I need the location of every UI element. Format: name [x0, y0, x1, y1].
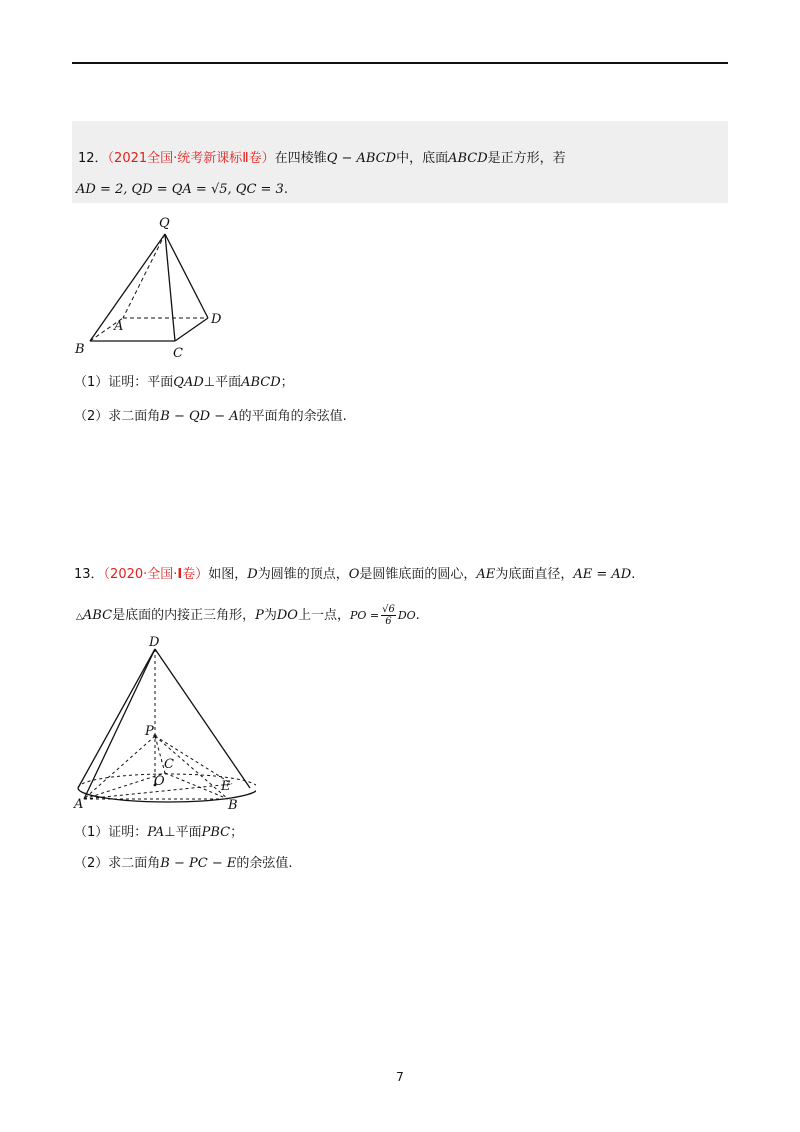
vertex-label-Q: Q: [159, 216, 170, 231]
math-expression: PO =: [349, 609, 380, 622]
punctuation: .: [631, 567, 636, 582]
math-expression: ABC: [82, 608, 113, 623]
edge-CD: [175, 318, 208, 341]
question-text: 平面: [175, 825, 202, 840]
question-text: 是正方形，若: [487, 151, 566, 166]
edge-QB: [90, 234, 165, 341]
question-text: 为: [263, 608, 277, 623]
question-source: （2020·全国·: [103, 567, 178, 582]
question-number: 12．: [78, 151, 108, 166]
math-expression: √5: [210, 182, 228, 197]
question-number: 13．: [74, 567, 104, 582]
question-13-line-1: [74, 566, 635, 584]
punctuation: .: [283, 182, 288, 197]
question-13-line-2: [76, 604, 420, 627]
part-label: （2）求二面角: [74, 409, 161, 424]
pyramid-figure: [70, 212, 240, 362]
page-number: 7: [396, 1070, 404, 1084]
question-text: 中，底面: [396, 151, 449, 166]
question-text: 为圆锥的顶点，: [257, 567, 349, 582]
header-rule: [72, 62, 728, 64]
math-expression: O: [348, 567, 360, 582]
fraction-sqrt6-over-6: [381, 604, 396, 627]
math-expression: PBC: [201, 825, 231, 840]
question-text: 是底面的内接正三角形，: [112, 608, 256, 623]
label-E: E: [221, 779, 231, 794]
question-13-part-1: [74, 824, 243, 842]
perpendicular-symbol: ⊥: [164, 825, 176, 840]
question-text: 上一点，: [297, 608, 350, 623]
math-expression: B − PC − E: [160, 856, 237, 871]
part-label: （1）证明：: [74, 825, 148, 840]
math-expression: ABCD: [448, 151, 488, 166]
question-text: 的余弦值.: [236, 856, 293, 871]
math-expression: B − QD − A: [160, 409, 239, 424]
fraction-denominator: 6: [385, 616, 392, 627]
punctuation: ；: [280, 375, 294, 390]
math-expression: QAD: [173, 375, 204, 390]
part-label: （2）求二面角: [74, 856, 161, 871]
math-expression: AE = AD: [573, 567, 632, 582]
vertex-label-C: C: [173, 346, 183, 361]
label-P: P: [145, 724, 154, 739]
punctuation: .: [415, 608, 420, 623]
math-expression: PA: [147, 825, 165, 840]
math-expression: Q − ABCD: [326, 151, 397, 166]
question-source: （2021全国·统考新课标Ⅱ卷）: [107, 151, 275, 166]
math-expression: AE: [476, 567, 496, 582]
math-expression: DO: [276, 608, 298, 623]
perpendicular-symbol: ⊥: [203, 375, 216, 390]
part-label: （1）证明：平面: [74, 375, 174, 390]
question-text: 如图，: [208, 567, 248, 582]
punctuation: ；: [230, 825, 244, 840]
label-O: O: [154, 774, 165, 789]
question-text: 在四棱锥: [274, 151, 327, 166]
math-expression: ABCD: [241, 375, 281, 390]
question-source: Ⅰ: [177, 567, 183, 582]
question-text: 为底面直径，: [495, 567, 574, 582]
question-source: 卷）: [182, 567, 209, 582]
segment-AC: [84, 773, 165, 799]
question-text: 平面: [215, 375, 242, 390]
label-A: A: [74, 797, 84, 812]
question-12-line-2: [76, 181, 288, 199]
label-C: C: [164, 757, 174, 772]
math-expression: DO: [397, 609, 416, 622]
label-B: B: [228, 798, 238, 812]
cone-edge-left: [78, 649, 155, 788]
vertex-label-A: A: [114, 319, 124, 334]
question-12-part-2: [74, 408, 347, 426]
label-D: D: [149, 635, 160, 650]
triangle-symbol: △: [76, 612, 83, 622]
math-expression: P: [255, 608, 264, 623]
point-P: [153, 734, 156, 737]
vertex-label-B: B: [75, 342, 85, 357]
math-expression: D: [247, 567, 258, 582]
question-12-part-1: [74, 374, 294, 392]
question-text: 是圆锥底面的圆心，: [359, 567, 477, 582]
edge-QA: [123, 234, 165, 318]
fraction-numerator: √6: [382, 604, 395, 615]
segment-PA: [84, 736, 155, 799]
segment-CB: [165, 773, 228, 799]
question-text: 的平面角的余弦值.: [238, 409, 347, 424]
question-12-line-1: [78, 150, 566, 168]
math-expression: , QC = 3: [227, 182, 284, 197]
vertex-label-D: D: [211, 312, 222, 327]
math-expression: AD = 2, QD = QA =: [76, 182, 211, 197]
question-13-part-2: [74, 855, 292, 873]
cone-figure: [66, 632, 256, 812]
